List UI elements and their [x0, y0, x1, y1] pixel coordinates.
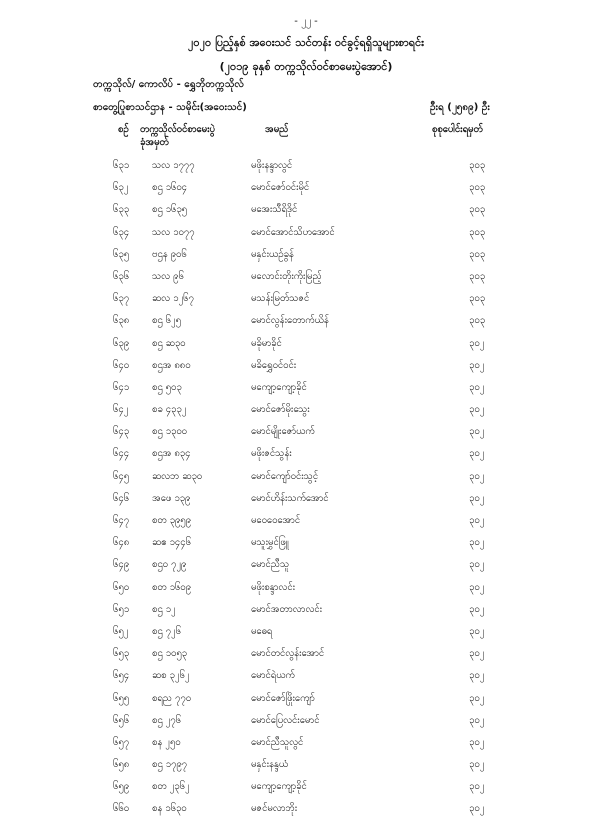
student-name: မောင်ဟိန်းသက်အောင် [251, 492, 329, 504]
university-label: တက္ကသိုလ်/ ကောလိပ် - ရွှေဘိုတက္ကသိုလ် [93, 79, 244, 90]
student-name: မဇင်မလာဘိုး [251, 803, 298, 815]
total-marks: ၃၀၂ [469, 470, 485, 482]
table-row [0, 443, 612, 465]
column-header-marks: စုစုပေါင်းရမှတ် [432, 124, 483, 135]
table-row [0, 532, 612, 554]
student-name: မဖိုးနန္ဒာလွင် [251, 160, 293, 171]
table-row [0, 643, 612, 665]
total-marks: ၃၀၃ [469, 182, 486, 194]
roll-number: စတ ၃၉၅၉ [152, 515, 191, 526]
student-name: မလောင်းတိုးကိုးမြည့် [251, 270, 322, 282]
table-row [0, 554, 612, 576]
row-number: ၆၃၈ [113, 315, 130, 327]
roll-number: စဌ ၂၇၆ [152, 714, 181, 726]
row-number: ၆၅၅ [113, 692, 130, 704]
row-number: ၆၅၉ [113, 781, 130, 793]
student-name: မခိရွှေဝင်ဝင်း [251, 359, 297, 371]
total-marks: ၃၀၂ [469, 559, 485, 571]
roll-number: သလ ၁၀၇၇ [152, 226, 195, 238]
student-name: မနှင်းနန္ဒယံ [251, 759, 289, 771]
table-row [0, 333, 612, 355]
student-name: မသူးမွှင်ဖြူ [251, 537, 289, 549]
student-name: မောင်ပြေလင်းမောင် [251, 714, 320, 726]
table-row [0, 776, 612, 798]
table-row [0, 599, 612, 621]
roll-number: စဌ ၁၀၅၃ [152, 648, 188, 660]
roll-number: စဌ ၅၀၃ [152, 381, 182, 393]
table-row [0, 754, 612, 776]
total-marks: ၃၀၂ [469, 803, 485, 815]
column-header-name: အမည် [265, 124, 289, 135]
table-row [0, 288, 612, 310]
roll-number: စဌ ၁၆၀၄ [152, 182, 188, 194]
row-number: ၆၅၈ [113, 759, 130, 771]
total-marks: ၃၀၂ [469, 736, 485, 748]
row-number: ၆၄၂ [113, 404, 129, 416]
total-marks: ၃၀၂ [469, 426, 485, 438]
total-marks: ၃၀၃ [469, 226, 486, 238]
roll-number: စဌ ၁၂ [152, 603, 176, 615]
page-subtitle: (၂၀၁၉ ခုနှစ် တက္ကသိုလ်ဝင်စာမေးပွဲအောင်) [219, 60, 393, 73]
table-row [0, 466, 612, 488]
roll-number: အဖေ ၁၃၉ [152, 492, 191, 504]
row-number: ၆၃၅ [113, 248, 130, 260]
row-number: ၆၄၁ [113, 381, 130, 393]
table-row [0, 710, 612, 732]
table-row [0, 355, 612, 377]
roll-number: စတ ၁၆၀၉ [152, 581, 191, 593]
total-marks: ၃၀၂ [469, 492, 485, 504]
table-row [0, 177, 612, 199]
student-name: မသန်းမြတ်သဇင် [251, 293, 310, 305]
page-title: ၂၀၂၀ ပြည့်နှစ် အဝေးသင် သင်တန်း ဝင်ခွင့်ရရှိသူများစာရင်း [188, 36, 424, 49]
roll-number: စန ၁၆၃၀ [152, 803, 187, 815]
roll-number: စဌ ၁၃၀၀ [152, 426, 188, 438]
total-marks: ၃၀၂ [469, 537, 485, 549]
department-label: စာတွေ့ပြုစာသင်ဌာန - သမိုင်း(အဝေးသင်) [93, 102, 247, 113]
table-row [0, 798, 612, 820]
student-name: မောင်တင်လွန်းအောင် [251, 648, 325, 660]
student-name: မကျော့ကျော့ခိုင် [251, 781, 307, 793]
student-name: မဖိုးစန္ဒာလင်း [251, 581, 296, 593]
student-name: မနှင်းယဉ်ခွန် [251, 248, 294, 260]
table-row [0, 377, 612, 399]
total-marks: ၃၀၂ [469, 714, 485, 726]
table-row [0, 266, 612, 288]
table-row [0, 577, 612, 599]
table-row [0, 244, 612, 266]
row-number: ၆၄၄ [113, 448, 130, 460]
roll-number: ဆလ ၁၂၆၇ [152, 293, 194, 305]
row-number: ၆၅၇ [113, 736, 130, 748]
student-name: မောင်ညီသူလွင် [251, 736, 304, 748]
student-name: မခိုမာခိုင် [251, 337, 282, 349]
row-number: ၆၄၆ [113, 492, 130, 504]
student-name: မောင်ဇော်မိုးသွေး [251, 404, 310, 416]
row-number: ၆၄၅ [113, 470, 130, 482]
table-row [0, 621, 612, 643]
table-row [0, 510, 612, 532]
table-row [0, 222, 612, 244]
total-marks: ၃၀၂ [469, 781, 485, 793]
student-name: မောင်ဇော်ဝင်းမိုင် [251, 182, 310, 194]
table-row [0, 155, 612, 177]
table-row [0, 310, 612, 332]
student-name: မောင်လွန်းတောက်ယိန် [251, 315, 329, 327]
roll-number: သလ ၁၇၇၇ [152, 160, 195, 171]
total-marks: ၃၀၃ [469, 315, 486, 327]
row-number: ၆၅၆ [113, 714, 130, 726]
total-count-label: ဦးရ (၂၅၈၉) ဦး [430, 102, 490, 113]
total-marks: ၃၀၂ [469, 581, 485, 593]
column-header-no: စဉ် [118, 124, 129, 135]
roll-number: စခ ၄၃၃၂ [152, 404, 187, 416]
roll-number: သလ ၉၆ [152, 270, 184, 282]
row-number: ၆၄၀ [113, 359, 130, 371]
student-name: မကျော့ကျော့ခိုင် [251, 381, 307, 393]
student-name: မဝေဝေအောင် [251, 515, 301, 526]
row-number: ၆၄၉ [113, 559, 130, 571]
row-number: ၆၅၂ [113, 625, 129, 637]
table-row [0, 665, 612, 687]
total-marks: ၃၀၃ [469, 270, 486, 282]
student-name: မောင်ရဲယက် [251, 670, 295, 682]
row-number: ၆၃၂ [113, 182, 129, 194]
page-number: - ၂၂ - [294, 16, 318, 27]
roll-number: စတ ၂၃၆၂ [152, 781, 190, 793]
student-name: မောင်ကျော်ဝင်းသွင့် [251, 470, 319, 482]
roll-number: စဌအ ၈၃၄ [152, 448, 191, 460]
student-name: မဓေရ [251, 625, 273, 637]
column-header-roll-no: တက္ကသိုလ်ဝင်စာမေးပွဲ [140, 124, 215, 135]
total-marks: ၃၀၃ [469, 204, 486, 216]
total-marks: ၃၀၂ [469, 648, 485, 660]
total-marks: ၃၀၂ [469, 759, 485, 771]
total-marks: ၃၀၂ [469, 381, 485, 393]
column-header-roll-no-2: ခုံအမှတ် [140, 137, 169, 148]
total-marks: ၃၀၂ [469, 670, 485, 682]
table-row [0, 688, 612, 710]
total-marks: ၃၀၂ [469, 603, 485, 615]
roll-number: ဆစ ၃၂၆၂ [152, 670, 190, 682]
row-number: ၆၃၄ [113, 226, 130, 238]
row-number: ၆၅၀ [113, 581, 130, 593]
student-name: မောင်ညီသူ [251, 559, 290, 571]
roll-number: ဗဌန ၉၀၆ [152, 248, 187, 260]
student-name: မောင်မျိုးဇော်ယက် [251, 426, 315, 438]
student-name: မောင်ဇော်ဖြိုးကျော် [251, 692, 315, 704]
row-number: ၆၄၃ [113, 426, 130, 438]
row-number: ၆၄၇ [113, 515, 130, 526]
student-name: မောင်အောင်သိဟအောင် [251, 226, 335, 238]
row-number: ၆၃၇ [113, 293, 130, 305]
total-marks: ၃၀၂ [469, 692, 485, 704]
row-number: ၆၅၁ [113, 603, 130, 615]
row-number: ၆၆၀ [113, 803, 130, 815]
total-marks: ၃၀၂ [469, 359, 485, 371]
roll-number: စဌ ဆ၃၀ [152, 337, 186, 349]
total-marks: ၃၀၃ [469, 293, 486, 305]
total-marks: ၃၀၂ [469, 625, 485, 637]
table-row [0, 421, 612, 443]
roll-number: စဌ ၁၇၉၇ [152, 759, 188, 771]
row-number: ၆၃၃ [113, 204, 130, 216]
total-marks: ၃၀၂ [469, 448, 485, 460]
total-marks: ၃၀၃ [469, 160, 486, 171]
roll-number: စန ၂၅၀ [152, 736, 181, 748]
table-row [0, 399, 612, 421]
row-number: ၆၃၁ [113, 160, 130, 171]
total-marks: ၃၀၂ [469, 404, 485, 416]
student-name: မောင်အတာလာလင်း [251, 603, 323, 615]
roll-number: စဌ၀ ၇၂၉ [152, 559, 187, 571]
row-number: ၆၅၄ [113, 670, 130, 682]
row-number: ၆၅၃ [113, 648, 130, 660]
roll-number: စဌ ၆၂၅ [152, 315, 181, 327]
table-row [0, 732, 612, 754]
roll-number: စရည ၇၇၀ [152, 692, 192, 704]
roll-number: စဌ ၇၂၆ [152, 625, 181, 637]
roll-number: ဆလဘ ဆ၃၀ [152, 470, 203, 482]
row-number: ၆၃၆ [113, 270, 130, 282]
table-row [0, 199, 612, 221]
total-marks: ၃၀၂ [469, 337, 485, 349]
total-marks: ၃၀၂ [469, 515, 485, 526]
total-marks: ၃၀၃ [469, 248, 486, 260]
roll-number: စဌ ၁၆၃၅ [152, 204, 188, 216]
table-row [0, 488, 612, 510]
row-number: ၆၃၉ [113, 337, 130, 349]
roll-number: စဌအ ၈၈၀ [152, 359, 191, 371]
roll-number: ဆဧ ၁၄၄၆ [152, 537, 191, 549]
student-name: မအေးသီရိဒိုင် [251, 204, 298, 216]
results-list [0, 155, 612, 821]
row-number: ၆၄၈ [113, 537, 130, 549]
student-name: မဖိုးဇင်သွန်း [251, 448, 292, 460]
